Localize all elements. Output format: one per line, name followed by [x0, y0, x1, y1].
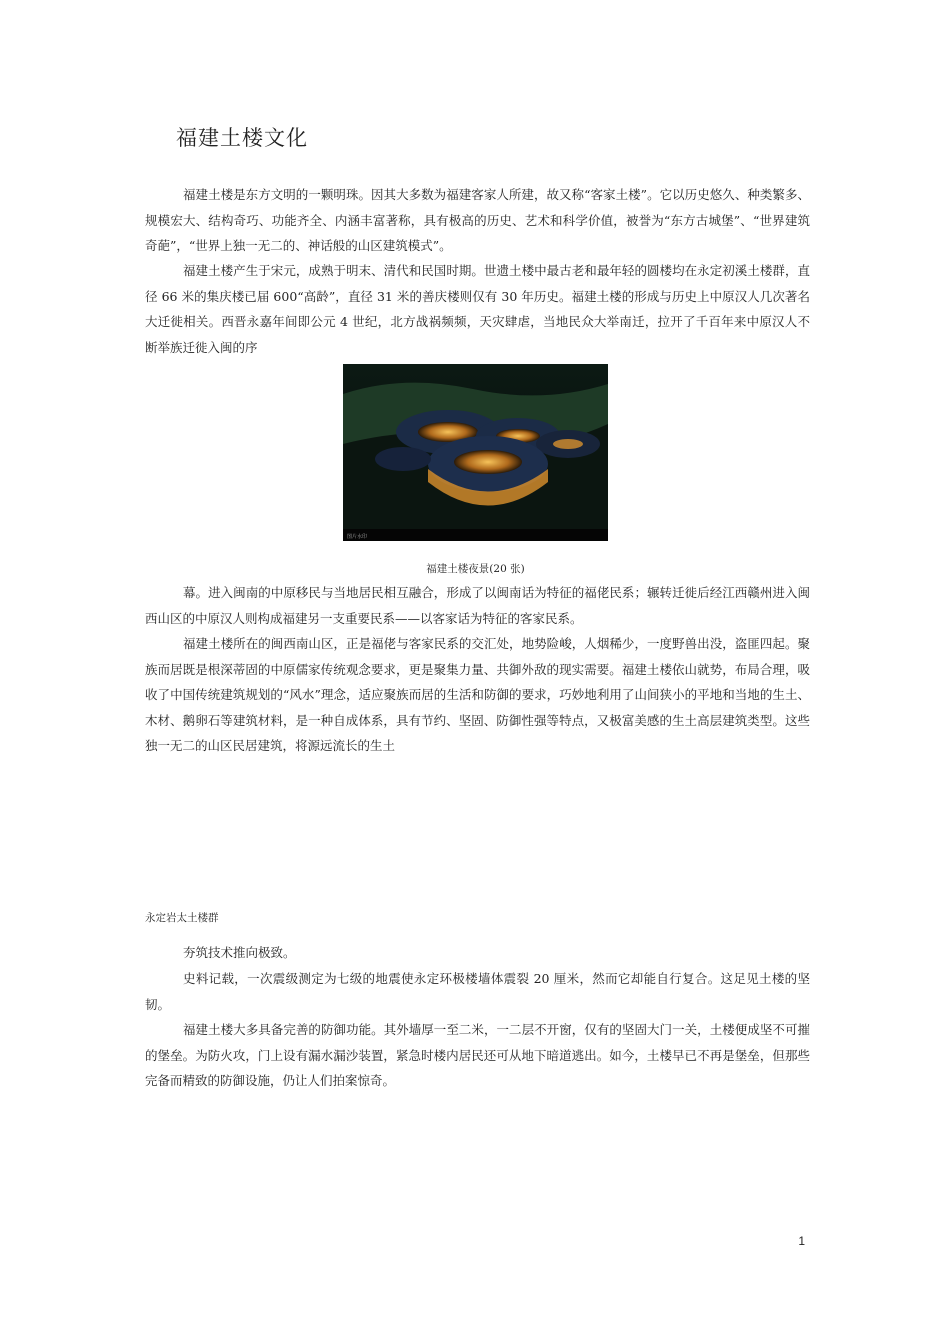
paragraph-migration: 幕。进入闽南的中原移民与当地居民相互融合，形成了以闽南话为特征的福佬民系；辗转迁徙后经江西赣州进入闽西山区的中原汉人则构成福建另一支重要民系——以客家话为特征的客家民系。	[145, 585, 810, 626]
document-title: 福建土楼文化	[176, 126, 308, 150]
paragraph-defense: 福建土楼大多具备完善的防御功能。其外墙厚一至二米，一二层不开窗，仅有的坚固大门一关，土楼便成坚不可摧的堡垒。为防火攻，门上设有漏水漏沙装置，紧急时楼内居民还可从地下暗道逃出。如今，土楼早已不再是堡垒，但那些完备而精致的防御设施，仍让人们拍案惊奇。	[145, 1022, 810, 1088]
image-subcaption: 永定岩太土楼群	[145, 912, 219, 924]
tulou-night-photo	[343, 364, 608, 541]
paragraph-intro: 福建土楼是东方文明的一颗明珠。因其大多数为福建客家人所建，故又称“客家土楼”。它以历史悠久、种类繁多、规模宏大、结构奇巧、功能齐全、内涵丰富著称，具有极高的历史、艺术和科学价值，被誉为“东方古城堡”、“世界建筑奇葩”，“世界上独一无二的、神话般的山区建筑模式”。	[145, 187, 810, 253]
paragraph-history: 福建土楼产生于宋元，成熟于明末、清代和民国时期。世遗土楼中最古老和最年轻的圆楼均在永定初溪土楼群，直径 66 米的集庆楼已届 600“高龄”，直径 31 米的善庆楼则仅有 30 年历史。福建土楼的形成与历史上中原汉人几次著名大迁徙相关。西晋永嘉年间即公元 4 世纪，北方战祸频频，天灾肆虐，当地民众大举南迁，拉开了千百年来中原汉人不断举族迁徙入闽的序	[145, 263, 810, 355]
svg-text:图片水印: 图片水印	[347, 534, 368, 540]
paragraph-rammed-earth: 夯筑技术推向极致。	[183, 945, 296, 960]
page-number: 1	[798, 1234, 805, 1248]
paragraph-earthquake: 史料记载，一次震级测定为七级的地震使永定环极楼墙体震裂 20 厘米，然而它却能自行复合。这足见土楼的坚韧。	[145, 971, 810, 1012]
photo-caption: 福建土楼夜景(20 张)	[426, 563, 525, 575]
paragraph-location: 福建土楼所在的闽西南山区，正是福佬与客家民系的交汇处，地势险峻，人烟稀少，一度野兽出没，盗匪四起。聚族而居既是根深蒂固的中原儒家传统观念要求，更是聚集力量、共御外敌的现实需要。福建土楼依山就势，布局合理，吸收了中国传统建筑规划的“风水”理念，适应聚族而居的生活和防御的要求，巧妙地利用了山间狭小的平地和当地的生土、木材、鹅卵石等建筑材料，是一种自成体系，具有节约、坚固、防御性强等特点，又极富美感的生土高层建筑类型。这些独一无二的山区民居建筑，将源远流长的生土	[145, 636, 810, 753]
